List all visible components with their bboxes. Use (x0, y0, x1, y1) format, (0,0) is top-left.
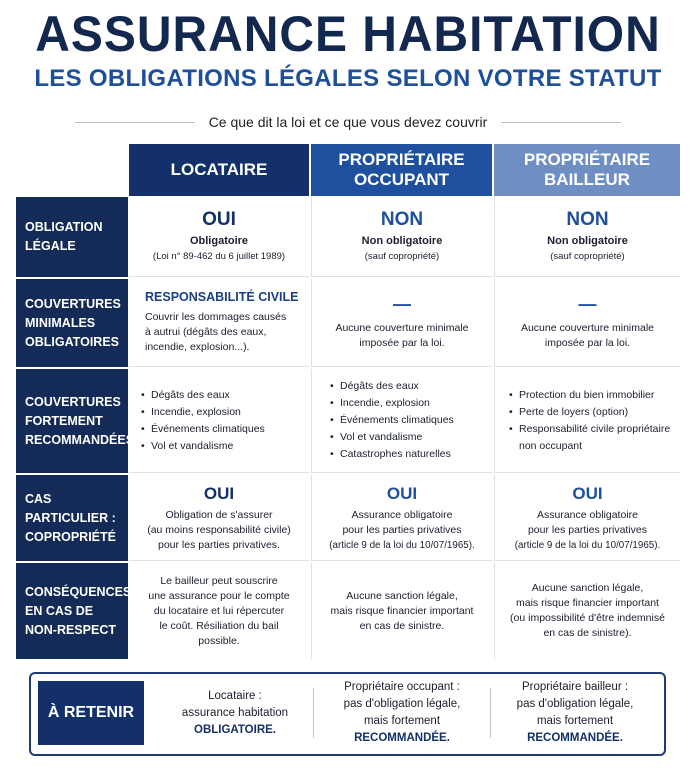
detail-text: du locataire et lui répercuter (153, 604, 285, 617)
detail-text: une assurance pour le compte (148, 589, 290, 602)
list-item: • Incendie, explosion (330, 395, 454, 412)
row-label-recommandees (16, 369, 135, 473)
page-subtitle: LES OBLIGATIONS LÉGALES SELON VOTRE STATUT (34, 65, 662, 92)
column-header-proprietaire-occupant (311, 144, 492, 196)
list-item: • Protection du bien immobilier (509, 387, 675, 404)
coverage-text: Aucune couverture minimale (335, 321, 469, 334)
summary-text: pas d'obligation légale, (516, 698, 634, 710)
coverage-text: à autrui (dégâts des eaux, (145, 326, 267, 338)
coverage-text: Couvrir les dommages causés (145, 311, 287, 323)
column-header-proprietaire-bailleur (494, 144, 680, 196)
answer-text: NON (566, 209, 609, 230)
row-label-text: CAS PARTICULIER : COPROPRIÉTÉ (25, 491, 116, 544)
list-item: • Vol et vandalisme (330, 429, 454, 446)
detail-text: pour les parties privatives (342, 523, 462, 536)
list-item: • Catastrophes naturelles (330, 446, 454, 463)
list-item: • Événements climatiques (141, 421, 265, 438)
row-label-obligation (16, 197, 128, 277)
cell-recommandees-bailleur (494, 369, 680, 473)
cell-copropriete-locataire (129, 475, 309, 561)
row-label-text: OBLIGATION LÉGALE (25, 220, 103, 253)
detail-text: mais risque financier important (516, 597, 659, 609)
summary-occupant (316, 680, 488, 746)
answer-text: OUI (386, 483, 418, 503)
list-item: • Événements climatiques (330, 412, 454, 429)
legal-note: (sauf copropriété) (364, 251, 440, 262)
cell-obligation-occupant (311, 197, 492, 277)
summary-text: Locataire : (208, 689, 262, 702)
cell-copropriete-bailleur (494, 475, 680, 561)
cell-recommandees-locataire (129, 369, 309, 473)
column-header-label: PROPRIÉTAIRE (523, 150, 651, 169)
answer-text: OUI (572, 483, 603, 503)
cell-consequences-locataire (129, 563, 309, 659)
row-label-consequences (16, 563, 132, 659)
row-label-minimales (16, 279, 128, 367)
column-header-label: BAILLEUR (544, 170, 630, 189)
summary-text: mais fortement (536, 715, 614, 727)
summary-text: Propriétaire occupant : (344, 681, 460, 693)
cell-obligation-locataire (129, 197, 309, 277)
summary-text: pas d'obligation légale, (343, 698, 461, 710)
legal-note: (Loi n° 89-462 du 6 juillet 1989) (152, 251, 286, 262)
cell-minimales-bailleur (494, 279, 680, 367)
detail-text: en cas de sinistre). (543, 627, 632, 639)
cell-copropriete-occupant (311, 475, 492, 561)
list-item: • Dégâts des eaux (330, 378, 454, 395)
bullet-list (509, 387, 675, 455)
detail-text: Aucune sanction légale, (346, 589, 458, 602)
dash-mark: — (578, 293, 597, 314)
summary-label: À RETENIR (38, 681, 144, 745)
status-text: Non obligatoire (547, 235, 628, 247)
cell-minimales-occupant (311, 279, 492, 367)
row-label-copropriete (16, 475, 128, 561)
detail-text: (au moins responsabilité civile) (147, 523, 291, 536)
detail-text: Assurance obligatoire (351, 508, 453, 521)
answer-text: NON (380, 209, 424, 230)
summary-emphasis: RECOMMANDÉE. (354, 732, 450, 744)
summary-emphasis: RECOMMANDÉE. (527, 732, 623, 744)
answer-text: OUI (203, 483, 235, 503)
summary-divider (490, 688, 491, 738)
summary-locataire (160, 680, 310, 746)
dash-mark: — (393, 293, 411, 314)
column-header-label: LOCATAIRE (170, 160, 268, 179)
summary-bailleur (492, 680, 658, 746)
detail-text: pour les parties privatives (527, 523, 648, 536)
tagline-row (0, 112, 696, 132)
bullet-list (330, 378, 454, 463)
column-header-label: PROPRIÉTAIRE (338, 150, 465, 169)
page-title: ASSURANCE HABITATION (35, 6, 661, 62)
detail-text: pour les parties privatives. (158, 538, 280, 551)
tagline: Ce que dit la loi et ce que vous devez couvrir (208, 114, 488, 130)
cell-obligation-bailleur (494, 197, 680, 277)
coverage-text: imposée par la loi. (544, 336, 631, 349)
cell-consequences-bailleur (494, 563, 680, 659)
summary-text: assurance habitation (181, 706, 289, 719)
coverage-text: Aucune couverture minimale (520, 321, 655, 334)
cell-recommandees-occupant (311, 369, 492, 473)
cell-minimales-locataire (129, 279, 309, 367)
summary-divider (313, 688, 314, 738)
coverage-text: incendie, explosion...). (145, 341, 250, 353)
answer-text: OUI (202, 209, 236, 230)
summary-text: mais fortement (363, 715, 441, 727)
detail-text: (article 9 de la loi du 10/07/1965). (514, 539, 661, 551)
detail-text: Assurance obligatoire (537, 508, 638, 521)
bullet-list (141, 387, 265, 455)
coverage-text: imposée par la loi. (359, 336, 445, 349)
divider-left (75, 122, 195, 123)
detail-text: Aucune sanction légale, (531, 582, 644, 594)
detail-text: (article 9 de la loi du 10/07/1965). (329, 539, 475, 551)
list-item: • Perte de loyers (option) (509, 404, 675, 421)
detail-text: Le bailleur peut souscrire (160, 574, 278, 587)
detail-text: possible. (198, 634, 240, 647)
status-text: Obligatoire (189, 235, 249, 247)
legal-note: (sauf copropriété) (550, 251, 625, 262)
detail-text: (ou impossibilité d'être indemnisé (510, 612, 665, 624)
status-text: Non obligatoire (361, 235, 443, 247)
row-label-text: COUVERTURES MINIMALES OBLIGATOIRES (25, 296, 121, 349)
detail-text: le coût. Résiliation du bail (159, 619, 279, 632)
list-item: • Incendie, explosion (141, 404, 265, 421)
detail-text: en cas de sinistre. (359, 619, 445, 632)
cell-consequences-occupant (311, 563, 492, 659)
list-item: • Responsabilité civile propriétaire non occupant (509, 421, 675, 455)
column-header-locataire (129, 144, 309, 196)
detail-text: mais risque financier important (330, 604, 474, 617)
summary-emphasis: OBLIGATOIRE. (194, 723, 276, 736)
list-item: • Dégâts des eaux (141, 387, 265, 404)
list-item: • Vol et vandalisme (141, 438, 265, 455)
summary-text: Propriétaire bailleur : (521, 681, 629, 693)
divider-right (501, 122, 621, 123)
coverage-title: RESPONSABILITÉ CIVILE (145, 290, 299, 304)
row-label-text: CONSÉQUENCES EN CAS DE NON-RESPECT (25, 584, 132, 637)
detail-text: Obligation de s'assurer (165, 508, 273, 521)
column-header-label: OCCUPANT (353, 170, 450, 189)
row-label-text: COUVERTURES FORTEMENT RECOMMANDÉES (25, 394, 135, 447)
